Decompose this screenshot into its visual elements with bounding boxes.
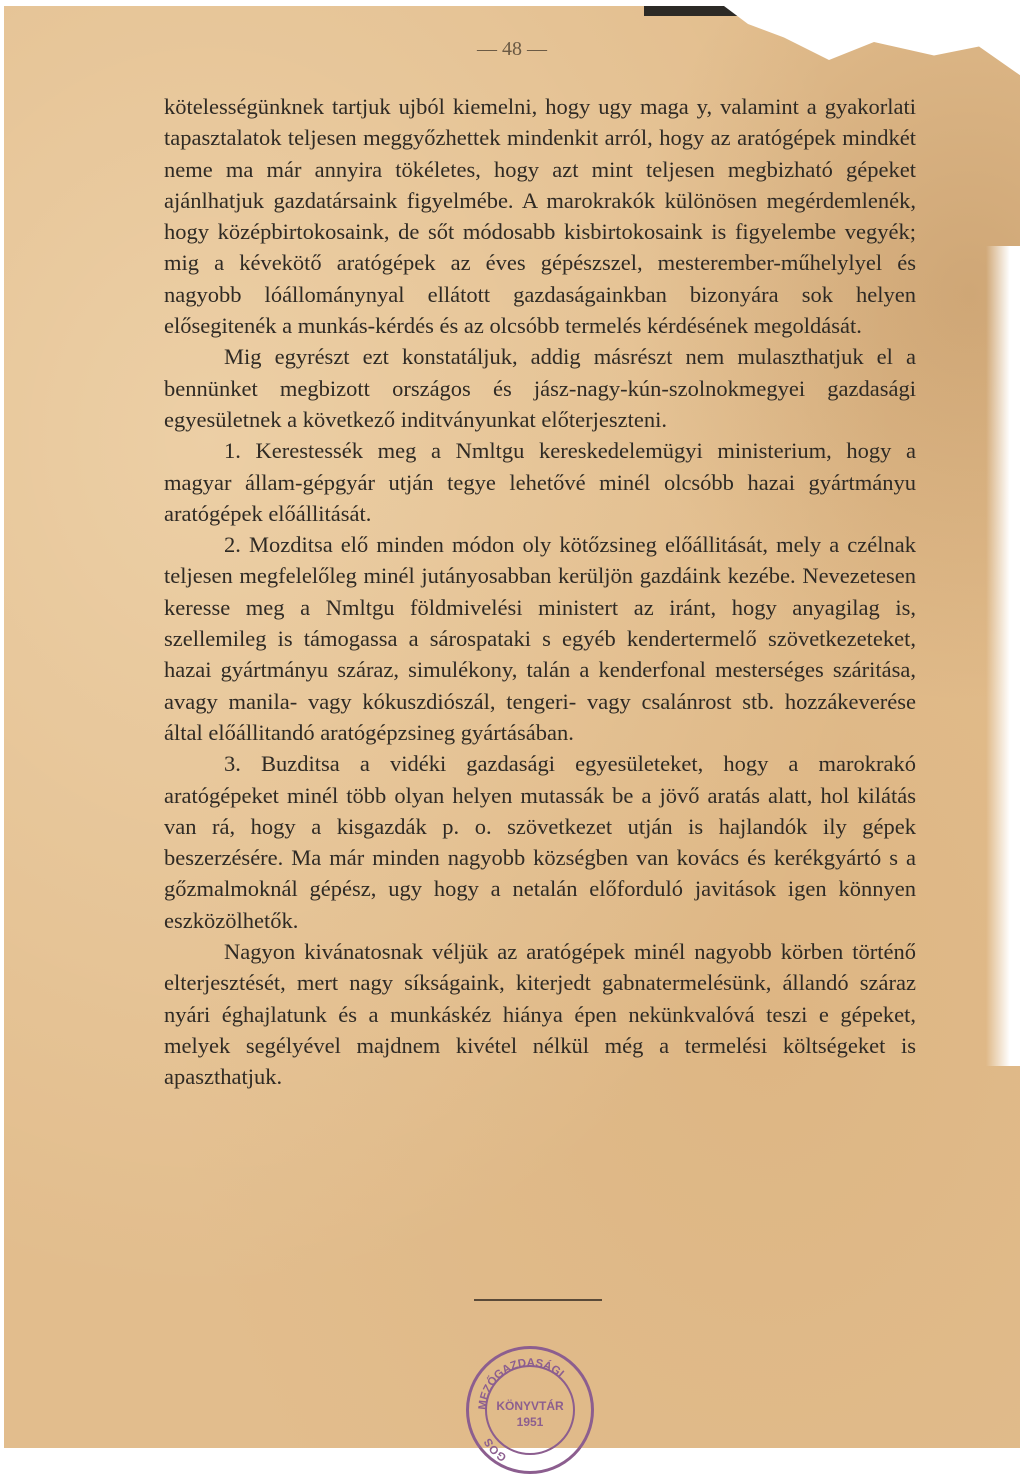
library-stamp xyxy=(466,1346,594,1474)
paragraph-2: Mig egyrészt ezt konstatáljuk, addig másrészt nem mulaszthatjuk el a bennünket megbizott országos és jász-nagy-kún-szolnokmegyei gazdasági egyesületnek a következő inditványunkat előterjeszteni. xyxy=(164,344,916,432)
stamp-year: 1951 xyxy=(516,1415,544,1429)
paragraph-1: kötelességünknek tartjuk ujból kiemelni, hogy ugy maga y, valamint a gyakorlati tapasztalatok teljesen meggyőzhettek mindenkit arról, hogy az aratógépek mindkét neme ma már annyira tökéletes, hogy azt mint teljesen megbizható gépeket ajánlhatjuk gazdatársaink figyelmébe. A marokrakók különösen megérdemlenék, hogy középbirtokosaink, de sőt módosabb kisbirtokosaink is figyelembe vegyék; mig a kévekötő aratógépek az éves gépészszel, mesterember-műhelylyel és nagyobb lóállománynyal ellátott gazdaságainkban bizonyára sok helyen elősegitenék a munkás-kérdés és az olcsóbb termelés kérdésének megoldását. xyxy=(164,94,916,339)
body-text xyxy=(164,91,916,1093)
paragraph-5: 3. Buzditsa a vidéki gazdasági egyesületeket, hogy a marokrakó aratógépeket minél több olyan helyen mutassák be a jövő aratás alatt, hol kilátás van rá, hogy a kisgazdák p. o. szövetkezet utján is hajlandók ily gépek beszerzésére. Ma már minden nagyobb községben van kovács és kerékgyártó s a gőzmalmoknál gépész, ugy hogy a netalán előforduló javitások igen könnyen eszközölhetők. xyxy=(164,751,916,933)
svg-text:GOS xyxy=(482,1436,509,1464)
paragraph-6: Nagyon kivánatosnak véljük az aratógépek minél nagyobb körben történő elterjesztését, mert nagy síkságaink, kiterjedt gabnatermelésünk, állandó száraz nyári éghajlatunk és a munkáskéz hiánya épen nekünkvalóvá teszi e gépeket, melyek segélyével majdnem kivétel nélkül még a termelési költségeket is apaszthatjuk. xyxy=(164,939,916,1090)
stamp-left-label: GOS xyxy=(482,1435,509,1464)
paper-page xyxy=(4,6,1020,1464)
paragraph-4: 2. Mozditsa elő minden módon oly kötőzsineg előállitását, mely a czélnak teljesen megfelelőleg minél jutányosabban kerüljön gazdáink kezébe. Nevezetesen keresse meg a Nmltgu földmivelési ministert az iránt, hogy anyagilag is, szellemileg is támogassa a sárospataki s egyéb kendertermelő szövetkezeteket, hazai gyártmányu száraz, simulékony, talán a kenderfonal mesterséges száritása, avagy manila- vagy kókuszdiószál, tengeri- vagy csalánrost stb. hozzákeverése által előállitandó aratógépzsineg gyártásában. xyxy=(164,532,916,745)
stamp-center-label: KÖNYVTÁR xyxy=(496,1399,564,1413)
stamp-ring-label: MEZŐGAZDASÁGI xyxy=(476,1357,566,1411)
page-number: — 48 — xyxy=(477,38,547,60)
closing-rule xyxy=(474,1299,602,1301)
paper-right-edge xyxy=(986,246,1020,1066)
paragraph-3: 1. Kerestessék meg a Nmltgu kereskedelemügyi ministerium, hogy a magyar állam-gépgyár utján tegye lehetővé minél olcsóbb hazai gyártmányu aratógépek előállitását. xyxy=(164,438,916,526)
